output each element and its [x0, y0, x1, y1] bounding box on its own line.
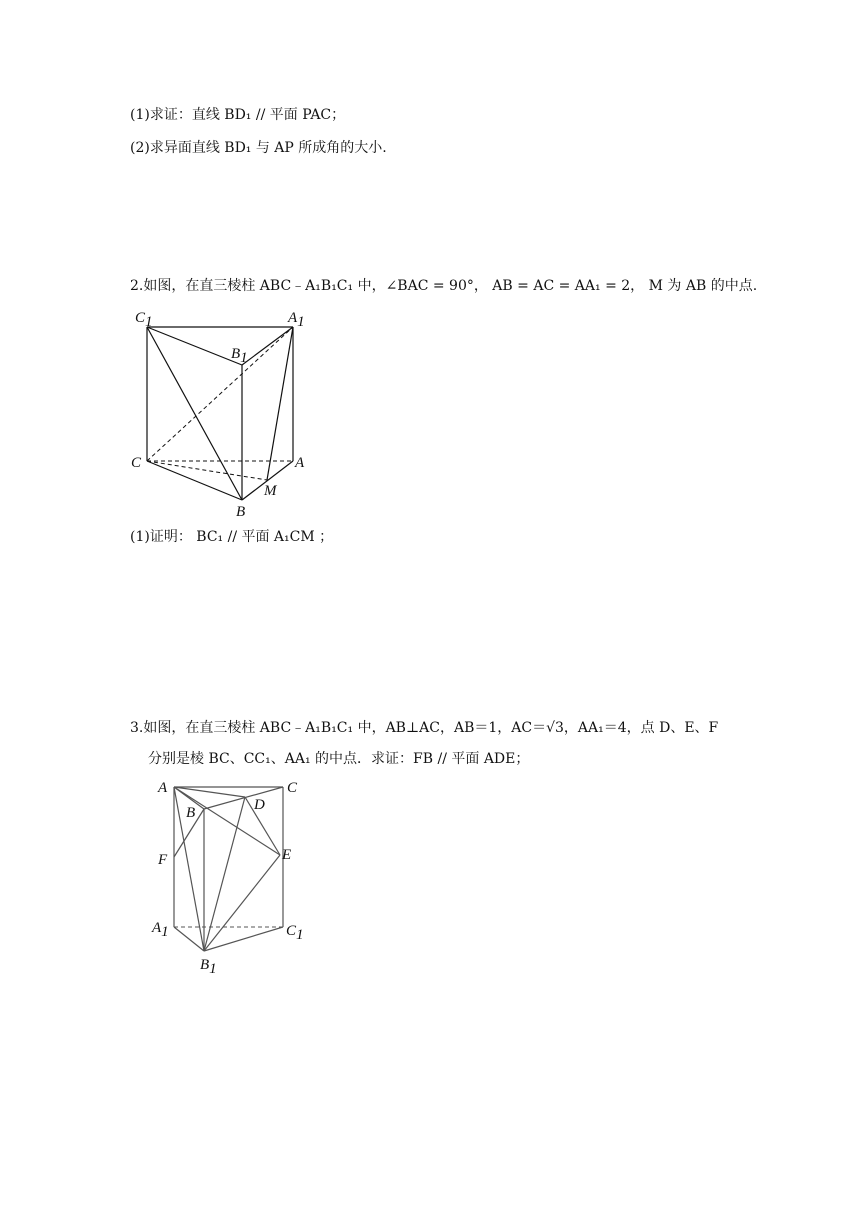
problem3-stem-line1: 3.如图，在直三棱柱 ABC﹣A₁B₁C₁ 中，AB⊥AC，AB＝1，AC＝√3，AA₁＝4，点 D、E、F	[130, 720, 719, 736]
prism-figure-problem3	[150, 775, 315, 980]
problem1-part2: (2)求异面直线 BD₁ 与 AP 所成角的大小.	[130, 140, 387, 156]
label-C1: C1	[286, 923, 304, 943]
problem1-part1: (1)求证：直线 BD₁ // 平面 PAC；	[130, 107, 346, 123]
label-C1: C1	[135, 310, 153, 330]
problem2-part1: (1)证明： BC₁ // 平面 A₁CM ；	[130, 529, 334, 545]
label-A: A	[295, 455, 305, 471]
label-B: B	[186, 805, 196, 821]
label-M: M	[264, 483, 277, 499]
label-A1: A1	[288, 310, 305, 330]
problem3-stem-line2: 分别是棱 BC、CC₁、AA₁ 的中点．求证：FB // 平面 ADE；	[148, 751, 530, 767]
label-D: D	[254, 797, 265, 813]
problem2-stem: 2.如图，在直三棱柱 ABC﹣A₁B₁C₁ 中，∠BAC = 90°， AB = AC = AA₁ = 2， M 为 AB 的中点.	[130, 278, 758, 294]
label-F: F	[158, 852, 168, 868]
label-B1: B1	[231, 346, 248, 366]
label-A1: A1	[152, 920, 169, 940]
label-C: C	[131, 455, 142, 471]
prism-edges-problem2	[147, 327, 293, 500]
prism-figure-problem2	[125, 305, 315, 520]
label-B1: B1	[200, 957, 217, 977]
label-A: A	[158, 780, 168, 796]
label-B: B	[236, 504, 246, 520]
label-E: E	[282, 847, 292, 863]
label-C: C	[287, 780, 298, 796]
